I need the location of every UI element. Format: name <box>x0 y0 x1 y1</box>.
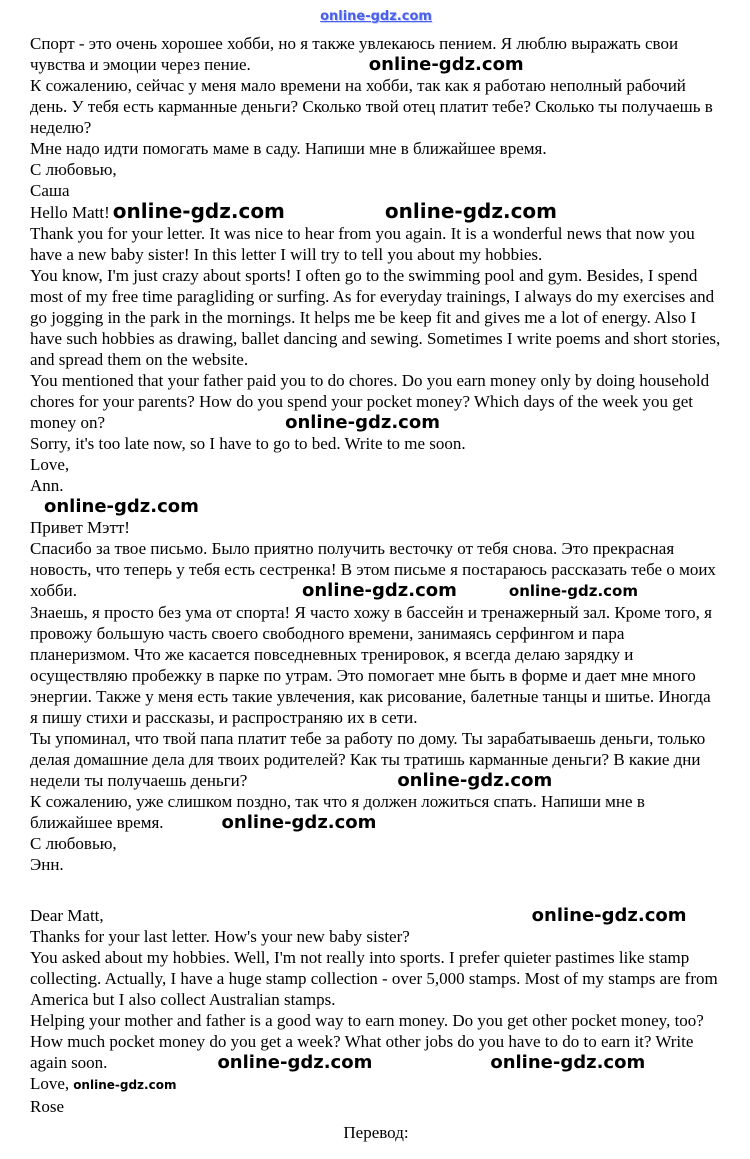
watermark-online-gdz: online-gdz.com <box>384 199 558 223</box>
ann-letter-paragraph-2 <box>30 265 722 370</box>
paragraph-text: Спорт - это очень хорошее хобби, но я также увлекаюсь пением. Я люблю выражать свои чувства и эмоции через пение. <box>30 34 679 74</box>
rose-letter-paragraph-3 <box>30 1010 722 1073</box>
paragraph-text: Мне надо идти помогать маме в саду. Напиши мне в ближайшее время. <box>30 139 547 158</box>
translation-heading <box>30 1122 722 1143</box>
rose-letter-closing <box>30 1073 722 1096</box>
paragraph-text: Rose <box>30 1097 64 1116</box>
watermark-online-gdz: online-gdz.com <box>285 412 440 433</box>
ann-translation-paragraph-2 <box>30 602 722 728</box>
paragraph-text: Знаешь, я просто без ума от спорта! Я часто хожу в бассейн и тренажерный зал. Кроме того, я провожу большую часть своего свободного времени, занимаясь серфингом и пара планеризмом. Что же касается повседневных тренировок, я всегда делаю зарядку и осуществляю пробежку в парке по утрам. Это помогает мне быть в форме и дает мне много энергии. Также у меня есть такие увлечения, как рисование, балетные танцы и шитье. Иногда я пишу стихи и рассказы, и распространяю их в сети. <box>30 603 712 727</box>
paragraph-text: Перевод: <box>343 1123 409 1142</box>
paragraph-text: К сожалению, сейчас у меня мало времени на хобби, так как я работаю неполный рабочий день. У тебя есть карманные деньги? Сколько твой отец платит тебе? Сколько ты получаешь в неделю? <box>30 76 713 137</box>
ann-translation-signature <box>30 854 722 875</box>
header <box>30 4 722 24</box>
paragraph-text: You know, I'm just crazy about sports! I often go to the swimming pool and gym. Besides, I spend most of my free time paragliding or surfing. As for everyday trainings, I always do my exercises and go jogging in the park in the mornings. It helps me be keep fit and gives me a lot of energy. Also I have such hobbies as drawing, ballet dancing and sewing. Sometimes I write poems and short stories, and spread them on the website. <box>30 266 721 369</box>
rose-letter-greeting <box>30 905 722 926</box>
watermark-online-gdz: online-gdz.com <box>490 1052 646 1073</box>
paragraph-text: Dear Matt, <box>30 906 104 925</box>
ann-letter-greeting <box>30 201 722 223</box>
ann-translation-greeting <box>30 517 722 538</box>
rose-letter-signature <box>30 1096 722 1117</box>
ann-translation-paragraph-1 <box>30 538 722 602</box>
ann-letter-paragraph-3 <box>30 370 722 433</box>
paragraph-text: Love, <box>30 455 70 474</box>
watermark-row <box>30 496 722 517</box>
ann-letter-signature <box>30 475 722 496</box>
watermark-online-gdz: online-gdz.com <box>44 496 199 517</box>
paragraph-text: Привет Мэтт! <box>30 518 130 537</box>
watermark-online-gdz: online-gdz.com <box>397 770 553 791</box>
sasha-letter-closing <box>30 159 722 180</box>
watermark-online-gdz: online-gdz.com <box>221 812 377 833</box>
watermark-online-gdz: online-gdz.com <box>217 1052 373 1073</box>
paragraph-text: К сожалению, уже слишком поздно, так что я должен ложиться спать. Напиши мне в ближайшее время. <box>30 792 645 832</box>
rose-letter-paragraph-2 <box>30 947 722 1010</box>
ann-translation-closing <box>30 833 722 854</box>
watermark-online-gdz: online-gdz.com <box>368 54 524 75</box>
paragraph-text: Helping your mother and father is a good way to earn money. Do you get other pocket money, too? How much pocket money do you get a week? What other jobs do you have to do to earn it? Write again soon. <box>30 1011 704 1072</box>
watermark-online-gdz: online-gdz.com <box>531 905 687 926</box>
paragraph-text: Ann. <box>30 476 64 495</box>
ann-letter-paragraph-1 <box>30 223 722 265</box>
paragraph-text: Саша <box>30 181 70 200</box>
paragraph-text: Thank you for your letter. It was nice to hear from you again. It is a wonderful news that now you have a new baby sister! In this letter I will try to tell you about my hobbies. <box>30 224 695 264</box>
rose-letter-paragraph-1 <box>30 926 722 947</box>
ann-translation-paragraph-3 <box>30 728 722 791</box>
paragraph-text: Sorry, it's too late now, so I have to go to bed. Write to me soon. <box>30 434 466 453</box>
paragraph-text: С любовью, <box>30 160 117 179</box>
paragraph-text: You asked about my hobbies. Well, I'm not really into sports. I prefer quieter pastimes like stamp collecting. Actually, I have a huge stamp collection - over 5,000 stamps. Most of my stamps are from America but I also collect Australian stamps. <box>30 948 718 1009</box>
ann-translation-paragraph-4 <box>30 791 722 833</box>
watermark-online-gdz: online-gdz.com <box>112 199 285 223</box>
paragraph-text: You mentioned that your father paid you to do chores. Do you earn money only by doing household chores for your parents? How do you spend your pocket money? Which days of the week you get money on? <box>30 371 710 432</box>
paragraph-text: Thanks for your last letter. How's your new baby sister? <box>30 927 410 946</box>
ann-letter-paragraph-4 <box>30 433 722 454</box>
watermark-online-gdz: online-gdz.com <box>73 1078 177 1092</box>
sasha-letter-signature <box>30 180 722 201</box>
watermark-online-gdz: online-gdz.com <box>302 580 457 601</box>
ann-letter-closing <box>30 454 722 475</box>
sasha-letter-paragraph-2 <box>30 75 722 138</box>
site-link[interactable]: online-gdz.com <box>320 9 432 24</box>
paragraph-text: Спасибо за твое письмо. Было приятно получить весточку от тебя снова. Это прекрасная новость, что теперь у тебя есть сестренка! В этом письме я постараюсь рассказать тебе о моих хобби. <box>30 539 716 600</box>
paragraph-text: Ты упоминал, что твой папа платит тебе за работу по дому. Ты зарабатываешь деньги, только делая домашние дела для твоих родителей? Как ты тратишь карманные деньги? В какие дни недели ты получаешь деньги? <box>30 729 706 790</box>
sasha-letter-paragraph-1 <box>30 33 722 75</box>
paragraph-text: Love, <box>30 1074 70 1093</box>
paragraph-text: Hello Matt! <box>30 203 110 222</box>
sasha-letter-paragraph-3 <box>30 138 722 159</box>
paragraph-text: С любовью, <box>30 834 117 853</box>
watermark-online-gdz: online-gdz.com <box>508 582 638 600</box>
paragraph-text: Энн. <box>30 855 64 874</box>
